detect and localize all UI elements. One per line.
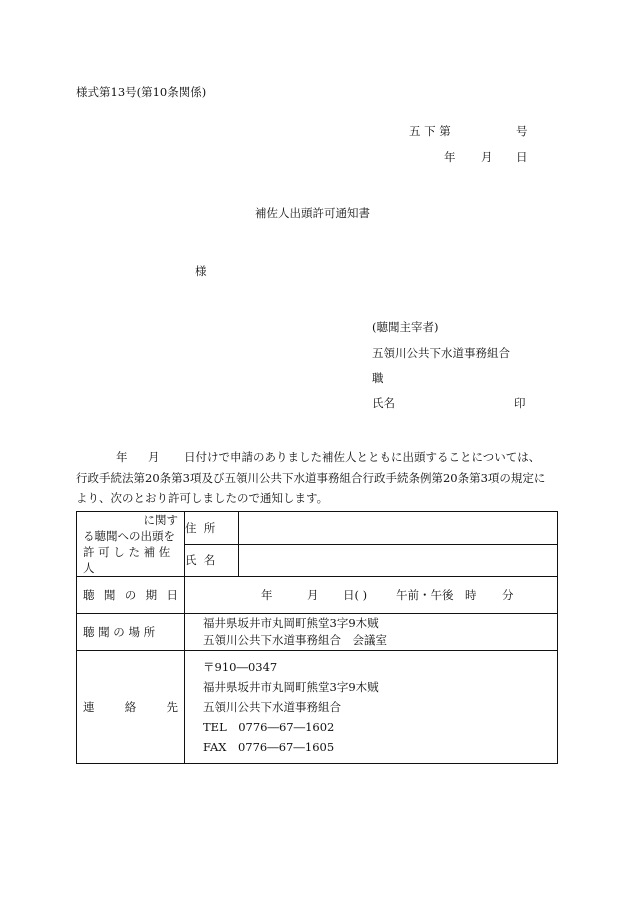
contact-postal: 〒910―0347: [203, 660, 278, 674]
doc-number-suffix: 号: [516, 124, 528, 138]
datetime-ampm: 午前・午後: [396, 588, 454, 602]
body-month: 月: [148, 450, 160, 464]
permission-table: [76, 511, 558, 764]
datetime-day: 日( ): [343, 588, 368, 602]
assistant-header-line1: に関す: [143, 513, 178, 527]
issuer-role: (聴聞主宰者): [372, 320, 439, 334]
address-value: [239, 512, 558, 545]
body-year: 年: [116, 450, 128, 464]
issue-date-month: 月: [481, 150, 493, 164]
contact-label: 連 絡 先: [83, 700, 178, 714]
address-label: 住 所: [185, 512, 239, 545]
doc-number-prefix: 五 下 第: [409, 124, 451, 138]
datetime-year: 年: [261, 588, 273, 602]
assistant-header-line2: る聴聞への出頭を: [83, 529, 175, 543]
datetime-value-cell: [185, 577, 558, 614]
place-label: 聴 聞 の 場 所: [83, 625, 156, 639]
contact-label-cell: [77, 651, 185, 764]
name-label: 氏 名: [185, 544, 239, 577]
datetime-label-cell: [77, 577, 185, 614]
issuer-position-label: 職: [372, 371, 384, 385]
place-value-cell: [185, 614, 558, 651]
assistant-header-line3: 許 可 し た 補 佐 人: [83, 545, 171, 575]
issuer-organization: 五領川公共下水道事務組合: [372, 346, 510, 360]
contact-tel: TEL 0776―67―1602: [203, 720, 335, 734]
contact-organization: 五領川公共下水道事務組合: [203, 700, 341, 714]
datetime-minute: 分: [502, 588, 514, 602]
datetime-hour: 時: [465, 588, 477, 602]
body-line3: より、次のとおり許可しましたので通知します。: [76, 491, 329, 505]
addressee-suffix: 様: [195, 264, 207, 278]
contact-address: 福井県坂井市丸岡町熊堂3字9木贼: [203, 680, 379, 694]
place-label-cell: [77, 614, 185, 651]
place-line-1: 福井県坂井市丸岡町熊堂3字9木贼: [203, 616, 379, 630]
seal-mark: 印: [514, 396, 526, 410]
place-line-2: 五領川公共下水道事務組合 会議室: [203, 633, 387, 647]
datetime-label: 聴 聞 の 期 日: [83, 588, 178, 602]
contact-value-cell: [185, 651, 558, 764]
issue-date-year: 年: [444, 150, 456, 164]
datetime-month: 月: [307, 588, 319, 602]
body-line1: 日付けで申請のありました補佐人とともに出頭することについては、: [184, 450, 541, 464]
form-label: 様式第13号(第10条関係): [76, 85, 207, 99]
assistant-header-cell: [77, 512, 185, 577]
contact-fax: FAX 0776―67―1605: [203, 740, 335, 754]
issuer-name-label: 氏名: [372, 396, 395, 410]
page-title: 補佐人出頭許可通知書: [255, 206, 370, 220]
name-value: [239, 544, 558, 577]
issue-date-day: 日: [516, 150, 528, 164]
body-line2: 行政手続法第20条第3項及び五領川公共下水道事務組合行政手続条例第20条第3項の規定に: [76, 471, 546, 485]
